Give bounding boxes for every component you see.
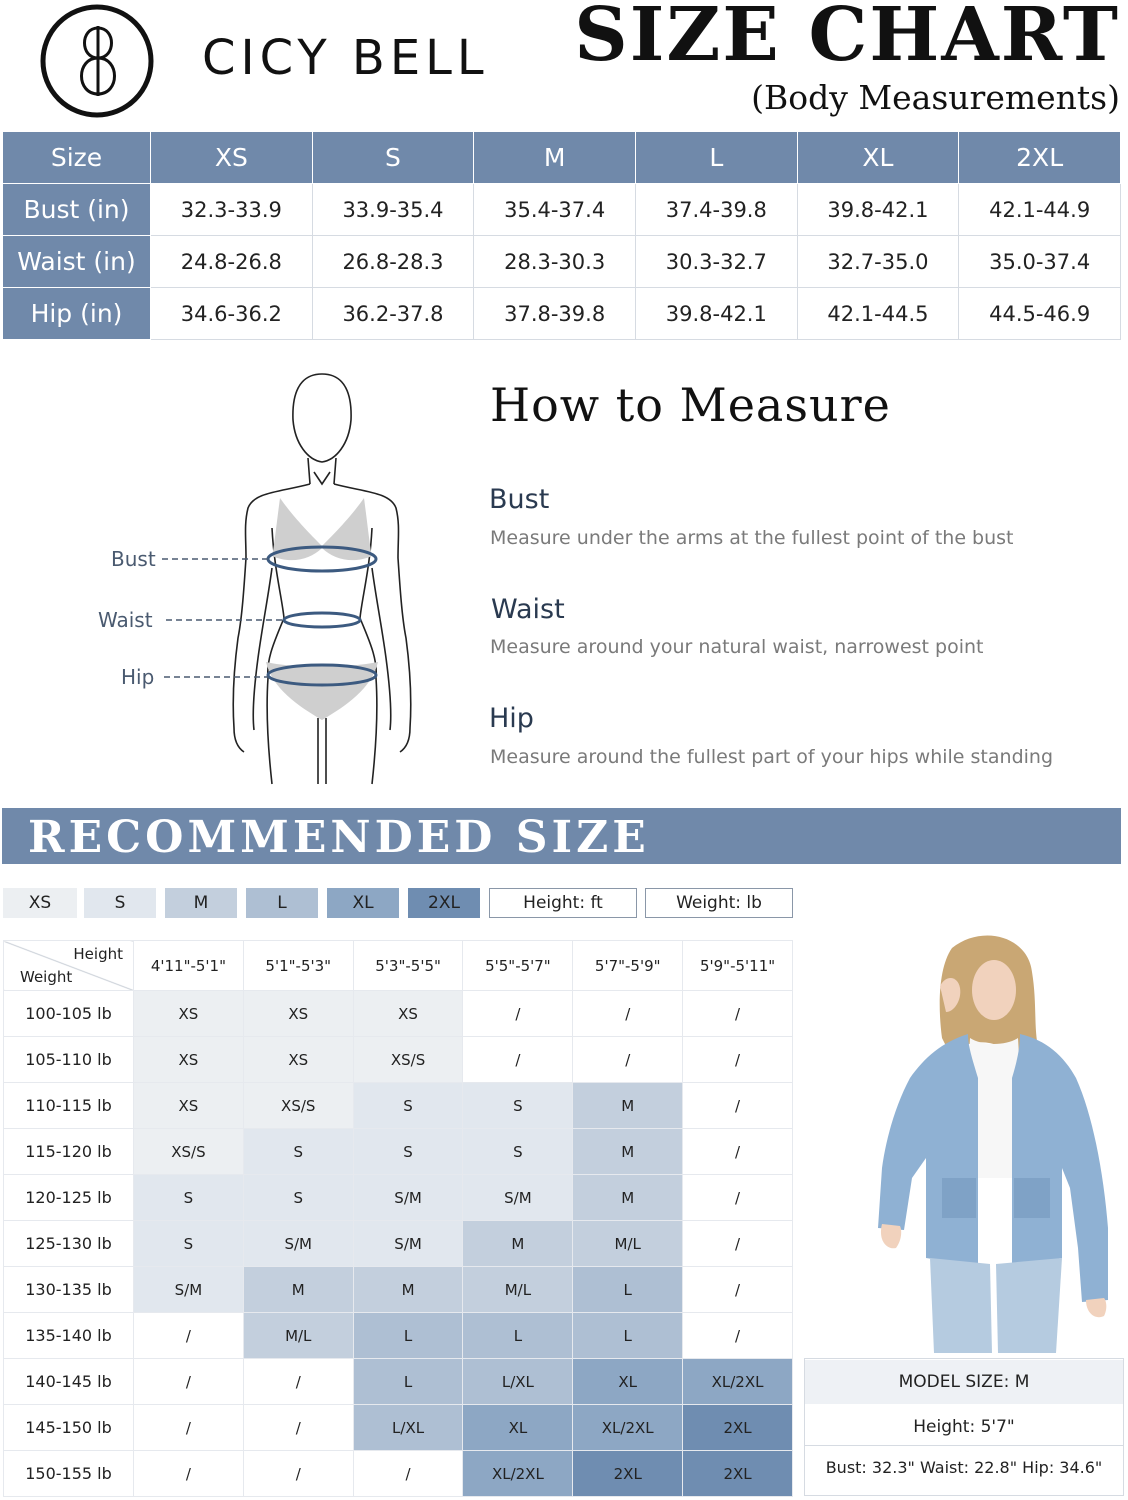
recommended-size-cell: XL/2XL bbox=[573, 1405, 683, 1451]
recommended-size-cell: M bbox=[353, 1267, 463, 1313]
corner-weight-label: Weight bbox=[20, 968, 73, 986]
recommended-size-cell: XS bbox=[134, 991, 244, 1037]
legend-weight-unit: Weight: lb bbox=[645, 888, 793, 918]
recommended-size-cell: / bbox=[243, 1451, 353, 1497]
recommended-size-body bbox=[4, 991, 793, 1497]
recommended-size-cell: / bbox=[683, 1129, 793, 1175]
recommended-size-cell: / bbox=[573, 1037, 683, 1083]
recommended-size-cell: M bbox=[463, 1221, 573, 1267]
legend-2xl: 2XL bbox=[408, 888, 480, 918]
recommended-size-cell: S bbox=[134, 1221, 244, 1267]
size-col-header: XL bbox=[797, 132, 959, 184]
recommended-size-cell: S bbox=[243, 1175, 353, 1221]
corner-height-label: Height bbox=[73, 945, 123, 963]
recommended-size-cell: / bbox=[683, 991, 793, 1037]
table-cell: 35.4-37.4 bbox=[474, 184, 636, 236]
figure-label-waist: Waist bbox=[98, 608, 153, 632]
recommended-size-cell: L bbox=[573, 1267, 683, 1313]
recommended-size-cell: S bbox=[134, 1175, 244, 1221]
table-cell: 37.8-39.8 bbox=[474, 288, 636, 340]
size-chart-row-waist bbox=[3, 236, 1121, 288]
recommended-size-cell: S bbox=[353, 1083, 463, 1129]
recommended-size-cell: M bbox=[573, 1083, 683, 1129]
legend-l: L bbox=[246, 888, 318, 918]
height-col-header: 5'5"-5'7" bbox=[463, 941, 573, 991]
size-col-header: XS bbox=[151, 132, 313, 184]
row-header: Waist (in) bbox=[3, 236, 151, 288]
recommended-size-title: RECOMMENDED SIZE bbox=[28, 812, 650, 863]
recommended-size-cell: XS/S bbox=[353, 1037, 463, 1083]
table-cell: 35.0-37.4 bbox=[959, 236, 1121, 288]
table-row bbox=[4, 991, 793, 1037]
table-cell: 36.2-37.8 bbox=[312, 288, 474, 340]
recommended-size-cell: 2XL bbox=[683, 1451, 793, 1497]
table-cell: 32.7-35.0 bbox=[797, 236, 959, 288]
recommended-size-cell: / bbox=[134, 1359, 244, 1405]
body-figure-illustration bbox=[150, 368, 440, 788]
recommended-size-cell: 2XL bbox=[683, 1405, 793, 1451]
page-subtitle: (Body Measurements) bbox=[751, 78, 1120, 117]
height-col-header: 4'11"-5'1" bbox=[134, 941, 244, 991]
recommended-size-cell: XS/S bbox=[134, 1129, 244, 1175]
figure-label-hip: Hip bbox=[121, 665, 155, 689]
table-row bbox=[4, 1313, 793, 1359]
recommended-size-cell: S bbox=[353, 1129, 463, 1175]
recommended-size-cell: / bbox=[683, 1313, 793, 1359]
recommended-size-cell: M bbox=[243, 1267, 353, 1313]
weight-row-header: 130-135 lb bbox=[4, 1267, 134, 1313]
row-header: Hip (in) bbox=[3, 288, 151, 340]
recommended-size-cell: L/XL bbox=[353, 1405, 463, 1451]
size-chart-table bbox=[2, 131, 1121, 340]
legend-m: M bbox=[165, 888, 237, 918]
recommended-size-cell: / bbox=[134, 1451, 244, 1497]
recommended-size-cell: XS bbox=[134, 1037, 244, 1083]
table-cell: 39.8-42.1 bbox=[797, 184, 959, 236]
table-cell: 42.1-44.9 bbox=[959, 184, 1121, 236]
recommended-size-cell: M bbox=[573, 1175, 683, 1221]
recommended-size-cell: / bbox=[134, 1405, 244, 1451]
table-cell: 44.5-46.9 bbox=[959, 288, 1121, 340]
weight-row-header: 135-140 lb bbox=[4, 1313, 134, 1359]
size-col-header: L bbox=[635, 132, 797, 184]
recommended-size-cell: XL bbox=[463, 1405, 573, 1451]
recommended-size-cell: L bbox=[353, 1313, 463, 1359]
recommended-size-cell: L bbox=[573, 1313, 683, 1359]
weight-row-header: 125-130 lb bbox=[4, 1221, 134, 1267]
measure-waist-description: Measure around your natural waist, narrowest point bbox=[490, 636, 984, 658]
weight-row-header: 140-145 lb bbox=[4, 1359, 134, 1405]
page-title: SIZE CHART bbox=[574, 0, 1120, 78]
recommended-size-cell: S/M bbox=[134, 1267, 244, 1313]
recommended-size-cell: / bbox=[683, 1221, 793, 1267]
legend-height-unit: Height: ft bbox=[489, 888, 637, 918]
recommended-size-cell: S bbox=[463, 1083, 573, 1129]
table-row bbox=[4, 1037, 793, 1083]
table-row bbox=[4, 1359, 793, 1405]
table-cell: 26.8-28.3 bbox=[312, 236, 474, 288]
recommended-size-cell: / bbox=[463, 991, 573, 1037]
recommended-size-cell: XL bbox=[573, 1359, 683, 1405]
model-height: Height: 5'7" bbox=[805, 1408, 1123, 1446]
corner-cell bbox=[4, 941, 134, 991]
recommended-size-cell: / bbox=[243, 1359, 353, 1405]
size-chart-header-row bbox=[3, 132, 1121, 184]
table-cell: 42.1-44.5 bbox=[797, 288, 959, 340]
cb-monogram-icon bbox=[38, 4, 156, 118]
weight-row-header: 145-150 lb bbox=[4, 1405, 134, 1451]
recommended-size-cell: XL/2XL bbox=[683, 1359, 793, 1405]
size-col-header: 2XL bbox=[959, 132, 1121, 184]
recommended-size-cell: / bbox=[134, 1313, 244, 1359]
legend-xs: XS bbox=[3, 888, 77, 918]
table-row bbox=[4, 1083, 793, 1129]
measure-hip-description: Measure around the fullest part of your hips while standing bbox=[490, 746, 1054, 768]
table-row bbox=[4, 1221, 793, 1267]
table-cell: 30.3-32.7 bbox=[635, 236, 797, 288]
size-col-header: Size bbox=[3, 132, 151, 184]
size-chart-row-bust bbox=[3, 184, 1121, 236]
weight-row-header: 150-155 lb bbox=[4, 1451, 134, 1497]
how-to-measure-title: How to Measure bbox=[490, 378, 891, 432]
table-row bbox=[4, 1267, 793, 1313]
size-col-header: S bbox=[312, 132, 474, 184]
recommended-size-cell: M/L bbox=[243, 1313, 353, 1359]
table-cell: 32.3-33.9 bbox=[151, 184, 313, 236]
legend-xl: XL bbox=[327, 888, 399, 918]
measure-bust-heading: Bust bbox=[489, 484, 550, 515]
recommended-size-cell: / bbox=[353, 1451, 463, 1497]
recommended-size-cell: S/M bbox=[463, 1175, 573, 1221]
recommended-size-cell: / bbox=[683, 1175, 793, 1221]
table-row bbox=[4, 1451, 793, 1497]
recommended-size-cell: XL/2XL bbox=[463, 1451, 573, 1497]
weight-row-header: 115-120 lb bbox=[4, 1129, 134, 1175]
table-row bbox=[4, 1405, 793, 1451]
height-col-header: 5'1"-5'3" bbox=[243, 941, 353, 991]
recommended-size-cell: S/M bbox=[353, 1175, 463, 1221]
recommended-size-cell: L/XL bbox=[463, 1359, 573, 1405]
measure-hip-heading: Hip bbox=[489, 703, 534, 734]
recommended-size-cell: XS bbox=[134, 1083, 244, 1129]
recommended-size-cell: / bbox=[463, 1037, 573, 1083]
model-photo bbox=[842, 928, 1122, 1353]
weight-row-header: 110-115 lb bbox=[4, 1083, 134, 1129]
table-cell: 33.9-35.4 bbox=[312, 184, 474, 236]
recommended-size-cell: / bbox=[683, 1083, 793, 1129]
recommended-size-cell: S bbox=[243, 1129, 353, 1175]
size-col-header: M bbox=[474, 132, 636, 184]
height-col-header: 5'7"-5'9" bbox=[573, 941, 683, 991]
table-cell: 28.3-30.3 bbox=[474, 236, 636, 288]
recommended-size-cell: M bbox=[573, 1129, 683, 1175]
recommended-size-cell: XS bbox=[243, 991, 353, 1037]
table-cell: 37.4-39.8 bbox=[635, 184, 797, 236]
recommended-size-cell: / bbox=[683, 1037, 793, 1083]
brand-name: CICY BELL bbox=[202, 30, 489, 86]
recommended-size-cell: 2XL bbox=[573, 1451, 683, 1497]
table-cell: 24.8-26.8 bbox=[151, 236, 313, 288]
row-header: Bust (in) bbox=[3, 184, 151, 236]
size-chart-row-hip bbox=[3, 288, 1121, 340]
model-size: MODEL SIZE: M bbox=[805, 1360, 1123, 1404]
measure-waist-heading: Waist bbox=[491, 594, 565, 625]
recommended-size-cell: S/M bbox=[243, 1221, 353, 1267]
measure-bust-description: Measure under the arms at the fullest point of the bust bbox=[490, 527, 1014, 549]
weight-row-header: 105-110 lb bbox=[4, 1037, 134, 1083]
table-cell: 34.6-36.2 bbox=[151, 288, 313, 340]
table-cell: 39.8-42.1 bbox=[635, 288, 797, 340]
legend-s: S bbox=[84, 888, 156, 918]
model-measurements: Bust: 32.3" Waist: 22.8" Hip: 34.6" bbox=[825, 1457, 1103, 1477]
recommended-size-cell: M/L bbox=[573, 1221, 683, 1267]
recommended-size-cell: / bbox=[683, 1267, 793, 1313]
figure-label-bust: Bust bbox=[111, 547, 156, 571]
recommended-size-cell: S bbox=[463, 1129, 573, 1175]
height-col-header: 5'3"-5'5" bbox=[353, 941, 463, 991]
recommended-size-table bbox=[3, 940, 793, 1497]
recommended-size-cell: XS bbox=[353, 991, 463, 1037]
table-row bbox=[4, 1129, 793, 1175]
recommended-size-cell: M/L bbox=[463, 1267, 573, 1313]
weight-row-header: 120-125 lb bbox=[4, 1175, 134, 1221]
recommended-size-cell: XS bbox=[243, 1037, 353, 1083]
recommended-size-cell: / bbox=[243, 1405, 353, 1451]
height-col-header: 5'9"-5'11" bbox=[683, 941, 793, 991]
recommended-size-cell: XS/S bbox=[243, 1083, 353, 1129]
recommended-size-cell: S/M bbox=[353, 1221, 463, 1267]
height-header-row bbox=[4, 941, 793, 991]
table-row bbox=[4, 1175, 793, 1221]
recommended-size-cell: L bbox=[463, 1313, 573, 1359]
recommended-size-cell: / bbox=[573, 991, 683, 1037]
weight-row-header: 100-105 lb bbox=[4, 991, 134, 1037]
recommended-size-cell: L bbox=[353, 1359, 463, 1405]
